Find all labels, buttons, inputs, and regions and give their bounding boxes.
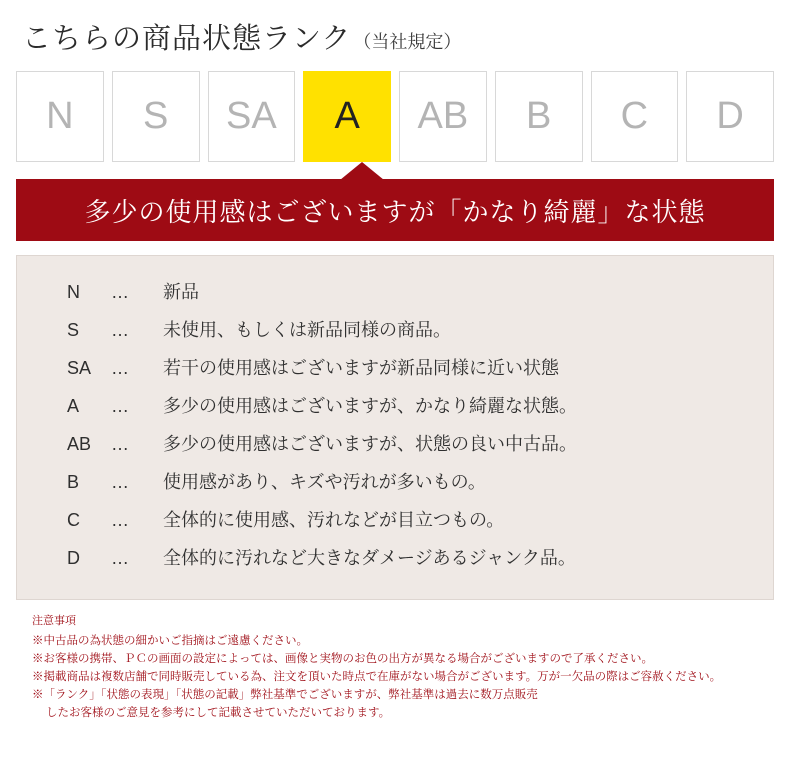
rank-description-panel — [16, 255, 774, 600]
description-text: 使用感があり、キズや汚れが多いもの。 — [163, 472, 486, 492]
description-dots: … — [111, 282, 129, 302]
description-text: 全体的に汚れなど大きなダメージあるジャンク品。 — [163, 548, 576, 568]
rank-box-b — [495, 71, 583, 162]
note-line: したお客様のご意見を参考にして記載させていただいております。 — [46, 707, 391, 719]
description-dots: … — [111, 472, 129, 492]
notes-title: 注意事項 — [32, 615, 76, 627]
description-rank: C — [67, 510, 80, 530]
rank-label: N — [46, 95, 74, 137]
note-line: ※中古品の為状態の細かいご指摘はご遠慮ください。 — [32, 635, 308, 647]
description-dots: … — [111, 510, 129, 530]
rank-box-c — [591, 71, 679, 162]
note-line: ※お客様の携帯、ＰＣの画面の設定によっては、画像と実物のお色の出方が異なる場合がございますので了承ください。 — [32, 653, 653, 665]
description-dots: … — [111, 548, 129, 568]
rank-label: C — [620, 95, 649, 137]
description-row — [17, 354, 773, 392]
description-rank: D — [67, 548, 80, 568]
description-dots: … — [111, 320, 129, 340]
description-row — [17, 316, 773, 354]
rank-box-ab — [399, 71, 487, 162]
banner-text: 多少の使用感はございますが「かなり綺麗」な状態 — [84, 196, 706, 227]
description-row — [17, 392, 773, 430]
rank-scale — [16, 65, 774, 162]
description-dots: … — [111, 396, 129, 416]
description-row — [17, 468, 773, 506]
description-row — [17, 278, 773, 316]
description-text: 全体的に使用感、汚れなどが目立つもの。 — [163, 510, 505, 530]
description-row — [17, 430, 773, 468]
description-rank: B — [67, 472, 80, 492]
description-row — [17, 544, 773, 582]
page-title-sub: （当社規定） — [353, 32, 462, 52]
rank-box-n — [16, 71, 104, 162]
description-text: 未使用、もしくは新品同様の商品。 — [163, 320, 451, 340]
note-line: ※「ランク」「状態の表現」「状態の記載」弊社基準でございますが、弊社基準は過去に数万点販売 — [32, 689, 538, 701]
description-rank: SA — [67, 358, 92, 378]
description-rank: A — [67, 396, 80, 416]
description-text: 多少の使用感はございますが、かなり綺麗な状態。 — [163, 396, 577, 416]
notes-section — [16, 612, 774, 722]
selected-rank-banner — [16, 179, 774, 241]
rank-box-a-selected — [303, 71, 391, 162]
description-text: 若干の使用感はございますが新品同様に近い状態 — [163, 358, 559, 378]
banner-text-container — [16, 179, 774, 241]
rank-box-d — [686, 71, 774, 162]
rank-box-sa — [208, 71, 296, 162]
description-rank: AB — [67, 434, 92, 454]
description-text: 多少の使用感はございますが、状態の良い中古品。 — [163, 434, 577, 454]
rank-label: AB — [417, 95, 469, 137]
page-title — [16, 0, 774, 65]
rank-label: A — [334, 95, 360, 137]
rank-label: S — [142, 95, 169, 137]
rank-label: B — [525, 95, 552, 137]
description-text: 新品 — [163, 282, 199, 302]
description-dots: … — [111, 434, 129, 454]
note-line: ※掲載商品は複数店舗で同時販売している為、注文を頂いた時点で在庫がない場合がございます。万が一欠品の際はご容赦ください。 — [32, 671, 722, 683]
arrow-up-icon — [340, 162, 384, 180]
rank-label: SA — [226, 95, 277, 137]
page-title-main: こちらの商品状態ランク — [22, 23, 352, 55]
description-dots: … — [111, 358, 129, 378]
description-row — [17, 506, 773, 544]
description-rank: N — [67, 282, 80, 302]
description-rank: S — [67, 320, 80, 340]
rank-label: D — [716, 95, 744, 137]
rank-box-s — [112, 71, 200, 162]
